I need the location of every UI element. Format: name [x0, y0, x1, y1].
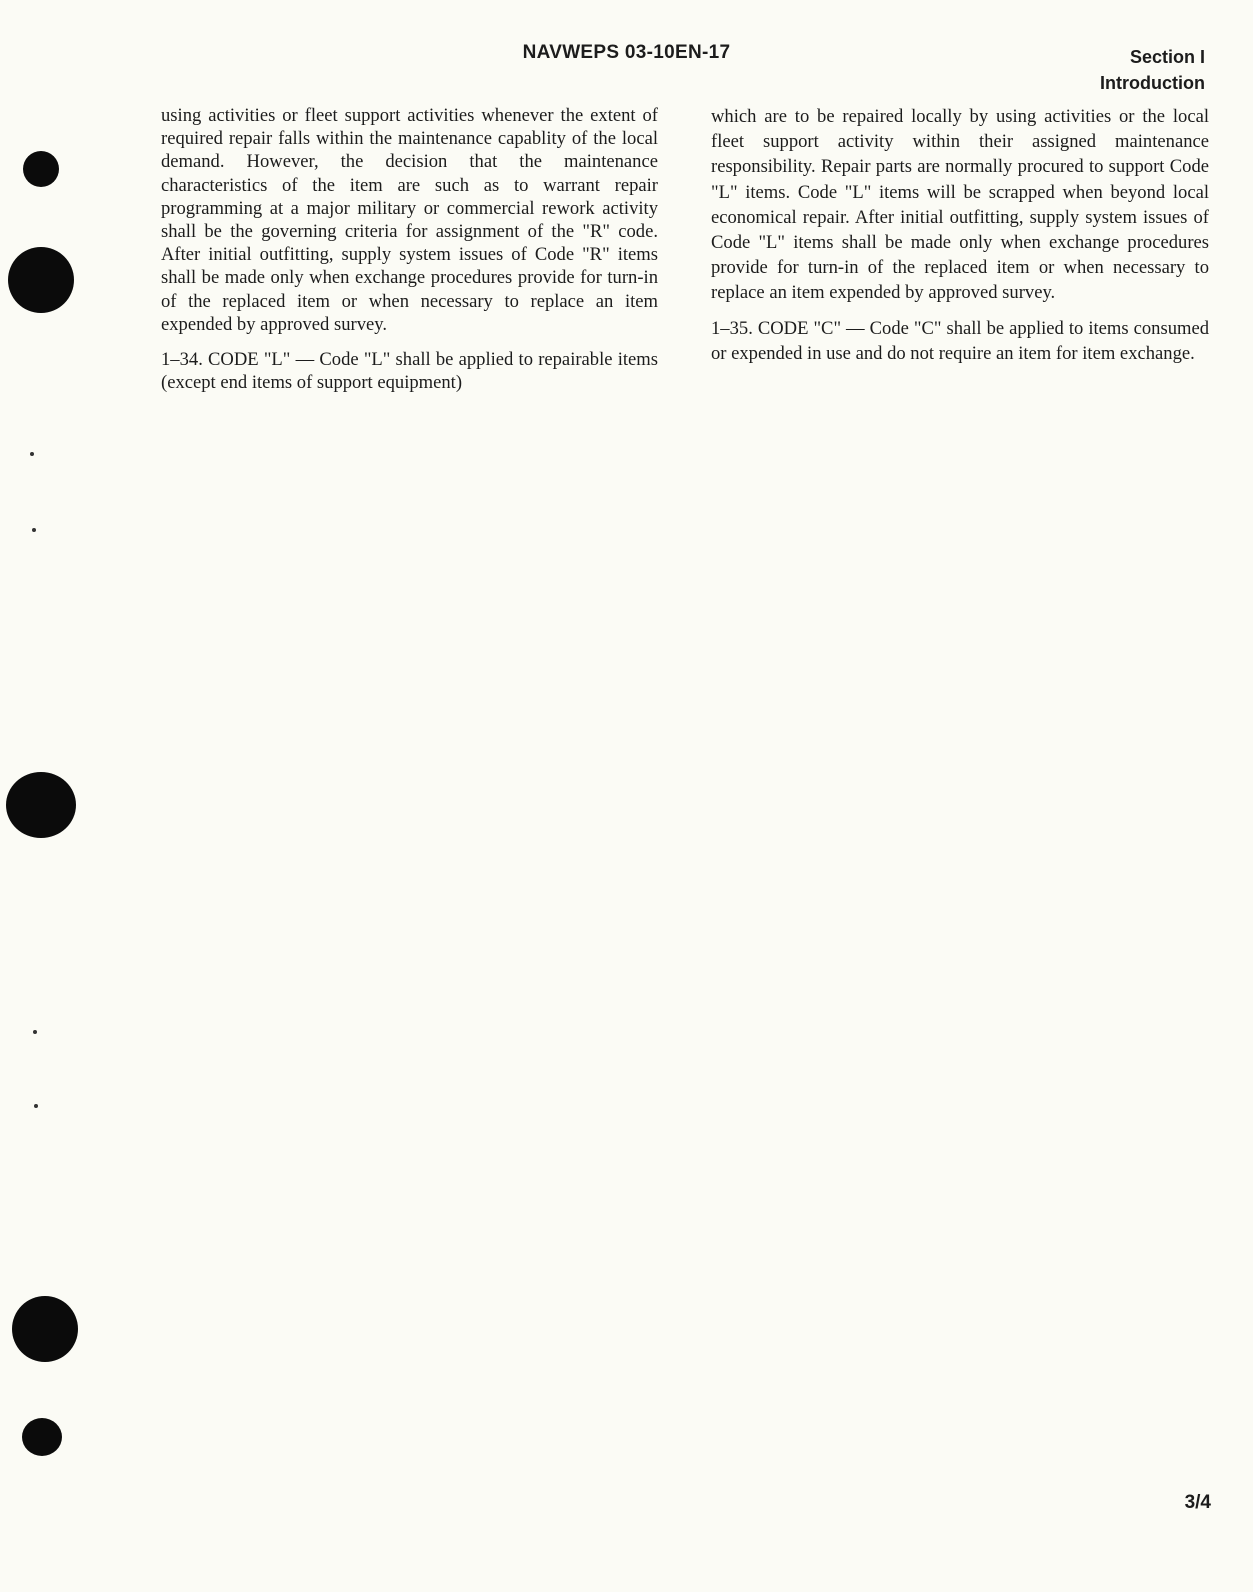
paragraph-1-35-code-c: 1–35. CODE "C" — Code "C" shall be applied to items consumed or expended in use and do not require an item for item exchange. — [711, 317, 1209, 364]
paragraph-code-l-continued: which are to be repaired locally by using activities or the local fleet support activity within their assigned maintenance responsibility. Repair parts are normally procured to support Code "L" items. Code "L" items will be scrapped when beyond local economical repair. After initial outfitting, supply system issues of Code "L" items shall be made only when exchange procedures provide for turn-in of the replaced item or when necessary to replace an item expended by approved survey. — [711, 106, 1209, 304]
section-title: Introduction — [1100, 73, 1205, 93]
punch-hole — [22, 1418, 62, 1456]
section-label: Section I — [1129, 47, 1205, 67]
punch-hole — [23, 151, 59, 187]
document-header-number: NAVWEPS 03-10EN-17 — [522, 42, 731, 63]
page-number: 3/4 — [1184, 1492, 1211, 1513]
paragraph-code-r-continued: using activities or fleet support activities whenever the extent of required repair falls within the maintenance capablity of the local demand. However, the decision that the maintenance characteristics of the item are such as to warrant repair programming at a major military or commercial rework activity shall be the governing criteria for assignment of the "R" code. After initial outfitting, supply system issues of Code "R" items shall be made only when exchange procedures provide for turn-in of the replaced item or when necessary to replace an item expended by approved survey. — [161, 105, 658, 335]
right-text-column — [711, 104, 1209, 376]
scan-speck — [32, 528, 36, 532]
scan-speck — [30, 452, 34, 456]
punch-hole — [8, 247, 74, 313]
left-text-column — [161, 104, 658, 406]
scan-speck — [34, 1104, 38, 1108]
punch-hole — [6, 772, 76, 838]
paragraph-1-34-code-l: 1–34. CODE "L" — Code "L" shall be applied to repairable items (except end items of support equipment) — [161, 349, 658, 394]
section-header — [1100, 44, 1205, 96]
punch-hole — [12, 1296, 78, 1362]
scan-speck — [33, 1030, 37, 1034]
